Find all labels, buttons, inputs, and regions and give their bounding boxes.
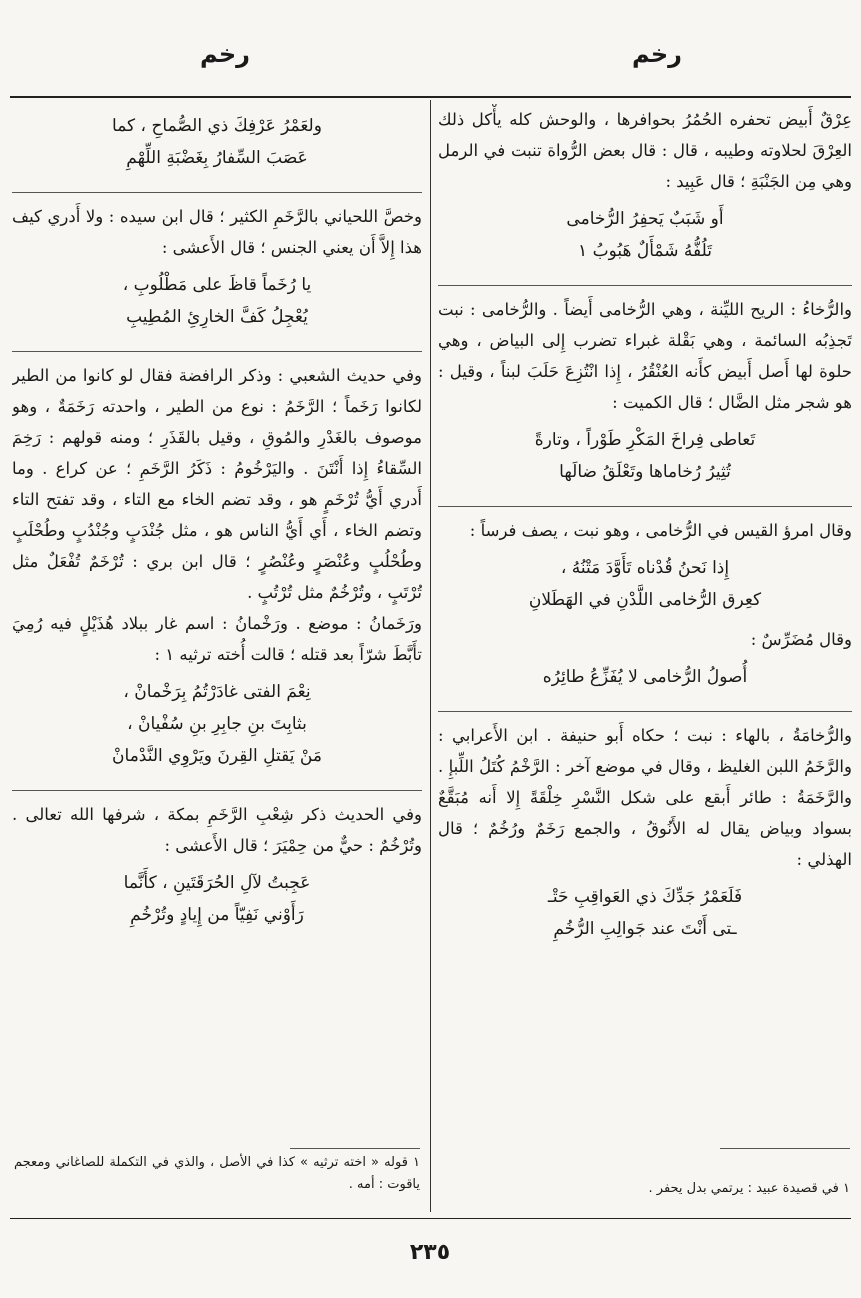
verse-line: نِعْمَ الفتى غادَرْتُمُ بِرَخْمانْ ، <box>123 682 311 702</box>
page-number: ٢٣٥ <box>409 1240 451 1265</box>
running-head-right: رخم <box>632 40 682 68</box>
separator-rule <box>438 506 852 507</box>
entry-paragraph: وقال امرؤ القيس في الرُّخامى ، وهو نبت ، يصف فرساً : <box>469 521 852 540</box>
verse-line: كعِرق الرُّخامى اللَّدْنِ في الهَطَلانِ <box>528 590 762 610</box>
footer-rule <box>10 1218 851 1219</box>
verse-line: مَنْ يَقتلِ القِرنَ ويَرْوِي النَّدْمانْ <box>112 746 322 766</box>
verse-line: أُصولُ الرُّخامى لا يُفَزِّعُ طائِرُه <box>542 667 748 687</box>
running-head-left: رخم <box>200 40 250 68</box>
verse-line: يُعْجِلُ كَفَّ الخارِئِ المُطِيبِ <box>126 307 308 327</box>
footnote-rule-left <box>290 1148 420 1149</box>
verse-line: إِذا نَحنُ قُدْناه تَأَوَّدَ مَتْنُهُ ، <box>560 558 730 578</box>
verse-quotation <box>438 875 852 953</box>
verse-quotation <box>12 263 422 341</box>
right-column <box>438 104 852 1204</box>
footnote-right: ١ في قصيدة عبيد : يرتمي بدل يحفر . <box>648 1181 850 1196</box>
separator-rule <box>12 790 422 791</box>
verse-line: يا رُخَماً قاظَ على مَطْلُوبِ ، <box>122 275 312 295</box>
entry-paragraph: والرُّخاءُ : الريح الليِّنة ، وهي الرُّخامى أَيضاً . والرُّخامى : نبت تَجذِبُه السائمة ، وهي بَقْلة غبراء تضرب إِلى البياض ، وهي حلوة لها أَصل أَبيض كأَنه العُنْقُرُ ، إِذا انْتُزِعَ حَلَبَ لبناً ، وقيل : هو شجر مثل الضَّال ؛ قال الكميت : <box>438 300 852 412</box>
verse-line: أَو شَبَبٌ يَحفِرُ الرُّخامى <box>566 209 724 229</box>
entry-paragraph: وقال مُضَرِّسٌ : <box>750 630 852 649</box>
verse-line: تُثِيرُ رُخاماها وتَعْلَقُ ضالَها <box>559 462 731 482</box>
entry-paragraph: والرُّخامَةُ ، بالهاء : نبت ؛ حكاه أَبو حنيفة . ابن الأَعرابي : والرَّخَمُ اللبن الغليظ ، وقال في موضع آخر : الرَّخْمُ كُتَلُ اللِّبإِ . والرَّخَمَةُ : طائر أَبقع على شكل النَّسْرِ خِلْقَةً إِلا أَنه مُبَقَّعٌ بسواد وبياض يقال له الأَنُوقُ ، والجمع رَخَمٌ ورُخُمٌ ؛ قال الهذلي : <box>438 726 852 869</box>
verse-quotation <box>12 861 422 939</box>
verse-line: عَصَبَ السِّفارُ بِغَضْبَةِ اللِّهْمِ <box>126 148 308 168</box>
separator-rule <box>438 711 852 712</box>
verse-quotation <box>12 104 422 182</box>
verse-quotation <box>438 655 852 701</box>
separator-rule <box>438 285 852 286</box>
column-divider <box>430 100 431 1212</box>
entry-paragraph: وفي الحديث ذكر شِعْبِ الرَّخَمِ بمكة ، شرفها الله تعالى . وتُرْخُمٌ : حيٌّ من حِمْيَرَ ؛ قال الأَعشى : <box>12 805 422 855</box>
verse-line: ـتى أَنْتَ عند جَوالِبِ الرُّخُمِ <box>553 919 737 939</box>
verse-quotation <box>438 197 852 275</box>
verse-line: بثابِتَ بنِ جابِرِ بنِ سُفْيانْ ، <box>127 714 307 734</box>
verse-line: رَأَوْني نَفِيّاً من إِيادٍ وتُرْخُمِ <box>130 905 304 925</box>
entry-paragraph: ورَخَمانُ : موضع . ورَخْمانُ : اسم غار ببلاد هُذَيْلٍ فيه رُمِيَ تأَبَّطَ شرّاً بعد قتله ؛ قالت أُخته ترثيه ١ : <box>12 614 422 664</box>
entry-paragraph: وفي حديث الشعبي : وذكر الرافضة فقال لو كانوا من الطير لكانوا رَخَماً ؛ الرَّخَمُ : نوع من الطير ، واحدته رَخَمَةٌ ، وهو موصوف بالغَدْرِ والمُوقِ ، وقيل بالقَذَرِ ؛ ومنه قولهم : رَخِمَ السِّقاءُ إِذا أَنْتَنَ . واليَرْخُومُ : ذَكَرُ الرَّخَمِ ؛ عن كراع . وما أَدري أَيُّ تُرْخَمٍ هو ، وقد تضم الخاء مع التاء ، وقد تفتح التاء وتضم الخاء ، أَي أَيُّ الناس هو ، مثل جُنْدَبٍ وجُنْدُبٍ وطُحْلَبٍ وطُحْلُبٍ وعُنْصَرٍ وعُنْصُرٍ ؛ قال ابن بري : تُرْخَمٌ تُفْعَلٌ مثل تُرْتَبٍ ، وتُرْخُمٌ مثل تُرْتُبٍ . <box>12 366 422 602</box>
verse-quotation <box>438 546 852 624</box>
verse-line: فَلَعَمْرُ جَدِّكَ ذي العَواقِبِ حَتْـ <box>547 887 743 907</box>
separator-rule <box>12 192 422 193</box>
verse-line: ولعَمْرُ عَرْفِكَ ذي الصُّماحِ ، كما <box>112 116 322 136</box>
verse-quotation <box>438 418 852 496</box>
separator-rule <box>12 351 422 352</box>
verse-quotation <box>12 670 422 780</box>
verse-line: تَعاطى فِراخَ المَكْرِ طَوْراً ، وتارةً <box>534 430 756 450</box>
verse-line: تَلُفُّهُ شَمْأَلٌ هَبُوبُ ١ <box>578 241 712 261</box>
left-column <box>12 104 422 1204</box>
footnote-left: ١ قوله « اخته ترثيه » كذا في الأصل ، والذي في التكملة للصاغاني ومعجم ياقوت : أمه . <box>14 1155 420 1192</box>
entry-paragraph: وخصَّ اللحياني بالرَّخَمِ الكثير ؛ قال ابن سيده : ولا أَدري كيف هذا إِلاَّ أَن يعني الجنس ؛ قال الأَعشى : <box>12 207 422 257</box>
header-rule <box>10 96 851 98</box>
verse-line: عَجِبتُ لآلِ الحُرَقَتَينِ ، كأَنَّما <box>123 873 311 893</box>
entry-paragraph: عِرْقٌ أَبيض تحفره الحُمُرُ بحوافرها ، والوحش كله يأْكل ذلك العِرْقَ لحلاوته وطيبه ، قال : قال بعض الرُّواة تنبت في الرمل وهي مِن الجَنْبَةِ ؛ قال عَبِيد : <box>438 110 852 191</box>
footnote-rule-right <box>720 1148 850 1149</box>
